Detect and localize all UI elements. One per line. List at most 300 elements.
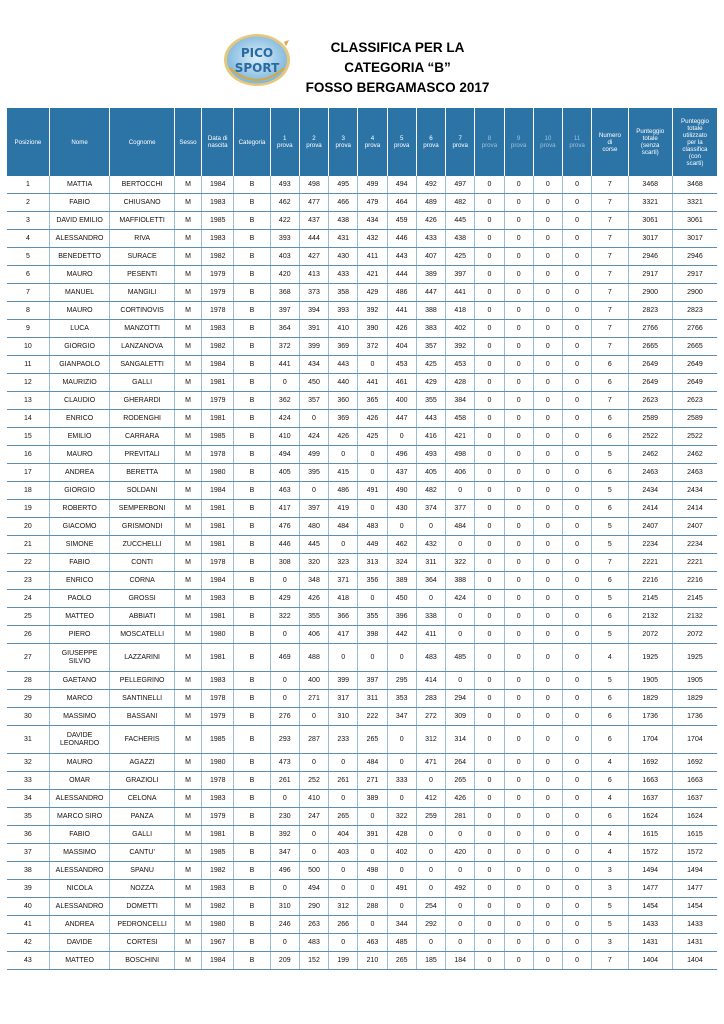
cell-prova-1: 0 bbox=[270, 626, 299, 644]
cell-prova-1: 362 bbox=[270, 392, 299, 410]
cell-punteggio-totale: 2649 bbox=[628, 356, 672, 374]
cell-data-nascita: 1983 bbox=[202, 194, 234, 212]
title-line-1: CLASSIFICA PER LA bbox=[330, 40, 465, 55]
cell-prova-4: 0 bbox=[358, 880, 387, 898]
cell-prova-11: 0 bbox=[563, 826, 592, 844]
cell-prova-11: 0 bbox=[563, 590, 592, 608]
cell-prova-4: 0 bbox=[358, 500, 387, 518]
cell-punteggio-classifica: 3468 bbox=[672, 176, 717, 194]
cell-prova-3: 443 bbox=[329, 356, 358, 374]
table-row bbox=[7, 266, 717, 284]
cell-numero-corse: 5 bbox=[592, 446, 628, 464]
cell-prova-9: 0 bbox=[504, 464, 533, 482]
cell-prova-5: 447 bbox=[387, 410, 416, 428]
header-line: Numero bbox=[598, 131, 621, 139]
cell-prova-1: 417 bbox=[270, 500, 299, 518]
cell-categoria: B bbox=[234, 176, 270, 194]
cell-sesso: M bbox=[174, 726, 201, 754]
cell-nome: MANUEL bbox=[49, 284, 110, 302]
cell-categoria: B bbox=[234, 518, 270, 536]
cell-posizione: 12 bbox=[7, 374, 49, 392]
cell-prova-8: 0 bbox=[475, 302, 504, 320]
header-prova-1 bbox=[270, 108, 299, 176]
cell-categoria: B bbox=[234, 230, 270, 248]
cell-punteggio-totale: 1431 bbox=[628, 934, 672, 952]
cell-prova-10: 0 bbox=[533, 952, 562, 970]
cell-sesso: M bbox=[174, 754, 201, 772]
cell-cognome: SANTINELLI bbox=[110, 690, 175, 708]
cell-prova-3: 404 bbox=[329, 826, 358, 844]
cell-categoria: B bbox=[234, 302, 270, 320]
cell-sesso: M bbox=[174, 284, 201, 302]
cell-prova-10: 0 bbox=[533, 626, 562, 644]
cell-prova-10: 0 bbox=[533, 754, 562, 772]
cell-numero-corse: 4 bbox=[592, 790, 628, 808]
cell-prova-7: 0 bbox=[446, 916, 475, 934]
cell-categoria: B bbox=[234, 898, 270, 916]
cell-punteggio-classifica: 1704 bbox=[672, 726, 717, 754]
cell-prova-8: 0 bbox=[475, 554, 504, 572]
cell-prova-3: 369 bbox=[329, 338, 358, 356]
cell-prova-11: 0 bbox=[563, 626, 592, 644]
cell-prova-5: 333 bbox=[387, 772, 416, 790]
cell-numero-corse: 6 bbox=[592, 428, 628, 446]
cell-prova-9: 0 bbox=[504, 194, 533, 212]
cell-prova-8: 0 bbox=[475, 644, 504, 672]
cell-numero-corse: 6 bbox=[592, 500, 628, 518]
cell-prova-4: 479 bbox=[358, 194, 387, 212]
cell-prova-8: 0 bbox=[475, 862, 504, 880]
cell-prova-4: 434 bbox=[358, 212, 387, 230]
cell-categoria: B bbox=[234, 446, 270, 464]
cell-prova-11: 0 bbox=[563, 338, 592, 356]
cell-numero-corse: 3 bbox=[592, 862, 628, 880]
cell-prova-5: 265 bbox=[387, 952, 416, 970]
cell-prova-4: 499 bbox=[358, 176, 387, 194]
cell-nome: EMILIO bbox=[49, 428, 110, 446]
cell-prova-11: 0 bbox=[563, 808, 592, 826]
cell-prova-2: 477 bbox=[299, 194, 328, 212]
cell-nome: MAURO bbox=[49, 446, 110, 464]
table-row bbox=[7, 356, 717, 374]
cell-punteggio-classifica: 2221 bbox=[672, 554, 717, 572]
cell-prova-1: 405 bbox=[270, 464, 299, 482]
cell-prova-9: 0 bbox=[504, 230, 533, 248]
cell-prova-2: 394 bbox=[299, 302, 328, 320]
cell-prova-11: 0 bbox=[563, 392, 592, 410]
cell-prova-3: 430 bbox=[329, 248, 358, 266]
cell-prova-6: 283 bbox=[416, 690, 445, 708]
cell-prova-10: 0 bbox=[533, 862, 562, 880]
cell-punteggio-totale: 2434 bbox=[628, 482, 672, 500]
cell-prova-4: 356 bbox=[358, 572, 387, 590]
cell-prova-9: 0 bbox=[504, 826, 533, 844]
cell-punteggio-totale: 2823 bbox=[628, 302, 672, 320]
cell-nome: MATTIA bbox=[49, 176, 110, 194]
cell-prova-2: 445 bbox=[299, 536, 328, 554]
cell-prova-1: 469 bbox=[270, 644, 299, 672]
cell-prova-4: 222 bbox=[358, 708, 387, 726]
header-line: prova bbox=[335, 142, 351, 149]
cell-punteggio-classifica: 2823 bbox=[672, 302, 717, 320]
cell-prova-2: 373 bbox=[299, 284, 328, 302]
header-line: 1 bbox=[283, 135, 287, 142]
cell-punteggio-totale: 2946 bbox=[628, 248, 672, 266]
cell-data-nascita: 1983 bbox=[202, 672, 234, 690]
cell-posizione: 18 bbox=[7, 482, 49, 500]
cell-prova-4: 389 bbox=[358, 790, 387, 808]
cell-prova-11: 0 bbox=[563, 536, 592, 554]
cell-prova-10: 0 bbox=[533, 428, 562, 446]
cell-prova-10: 0 bbox=[533, 790, 562, 808]
cell-sesso: M bbox=[174, 428, 201, 446]
cell-prova-1: 209 bbox=[270, 952, 299, 970]
cell-data-nascita: 1980 bbox=[202, 754, 234, 772]
cell-punteggio-classifica: 2946 bbox=[672, 248, 717, 266]
cell-prova-6: 489 bbox=[416, 194, 445, 212]
cell-prova-4: 365 bbox=[358, 392, 387, 410]
cell-prova-9: 0 bbox=[504, 356, 533, 374]
cell-categoria: B bbox=[234, 554, 270, 572]
cell-prova-8: 0 bbox=[475, 572, 504, 590]
cell-nome: MASSIMO bbox=[49, 708, 110, 726]
cell-prova-7: 492 bbox=[446, 880, 475, 898]
cell-numero-corse: 6 bbox=[592, 690, 628, 708]
cell-cognome: PESENTI bbox=[110, 266, 175, 284]
cell-punteggio-classifica: 3321 bbox=[672, 194, 717, 212]
cell-numero-corse: 4 bbox=[592, 644, 628, 672]
cell-prova-3: 0 bbox=[329, 880, 358, 898]
cell-prova-3: 399 bbox=[329, 672, 358, 690]
cell-cognome: RIVA bbox=[110, 230, 175, 248]
cell-prova-5: 450 bbox=[387, 590, 416, 608]
cell-prova-5: 459 bbox=[387, 212, 416, 230]
table-row bbox=[7, 608, 717, 626]
cell-punteggio-totale: 1615 bbox=[628, 826, 672, 844]
cell-data-nascita: 1983 bbox=[202, 790, 234, 808]
cell-posizione: 34 bbox=[7, 790, 49, 808]
cell-prova-1: 424 bbox=[270, 410, 299, 428]
cell-prova-3: 403 bbox=[329, 844, 358, 862]
cell-data-nascita: 1978 bbox=[202, 446, 234, 464]
cell-punteggio-totale: 2132 bbox=[628, 608, 672, 626]
header-posizione bbox=[7, 108, 49, 176]
cell-prova-1: 0 bbox=[270, 790, 299, 808]
cell-prova-5: 443 bbox=[387, 248, 416, 266]
cell-prova-2: 320 bbox=[299, 554, 328, 572]
cell-nome: FABIO bbox=[49, 194, 110, 212]
header-line: prova bbox=[569, 142, 585, 149]
table-row bbox=[7, 690, 717, 708]
cell-cognome: GALLI bbox=[110, 826, 175, 844]
cell-numero-corse: 6 bbox=[592, 772, 628, 790]
cell-sesso: M bbox=[174, 230, 201, 248]
cell-prova-4: 0 bbox=[358, 844, 387, 862]
table-row bbox=[7, 952, 717, 970]
cell-cognome: CORTINOVIS bbox=[110, 302, 175, 320]
cell-prova-4: 372 bbox=[358, 338, 387, 356]
cell-prova-1: 476 bbox=[270, 518, 299, 536]
cell-prova-7: 264 bbox=[446, 754, 475, 772]
cell-prova-8: 0 bbox=[475, 898, 504, 916]
cell-prova-3: 410 bbox=[329, 320, 358, 338]
cell-prova-8: 0 bbox=[475, 266, 504, 284]
header-nome bbox=[49, 108, 110, 176]
cell-prova-9: 0 bbox=[504, 500, 533, 518]
cell-nome: ALESSANDRO bbox=[49, 862, 110, 880]
cell-nome: MAURO bbox=[49, 266, 110, 284]
cell-prova-3: 0 bbox=[329, 790, 358, 808]
cell-punteggio-totale: 2221 bbox=[628, 554, 672, 572]
cell-prova-7: 420 bbox=[446, 844, 475, 862]
cell-cognome: GROSSI bbox=[110, 590, 175, 608]
cell-punteggio-classifica: 1477 bbox=[672, 880, 717, 898]
cell-prova-4: 288 bbox=[358, 898, 387, 916]
cell-categoria: B bbox=[234, 572, 270, 590]
cell-prova-3: 0 bbox=[329, 644, 358, 672]
cell-numero-corse: 5 bbox=[592, 536, 628, 554]
cell-prova-8: 0 bbox=[475, 726, 504, 754]
cell-prova-7: 322 bbox=[446, 554, 475, 572]
title-line-3: FOSSO BERGAMASCO 2017 bbox=[305, 80, 490, 95]
cell-prova-8: 0 bbox=[475, 608, 504, 626]
cell-categoria: B bbox=[234, 482, 270, 500]
cell-prova-6: 0 bbox=[416, 772, 445, 790]
table-row bbox=[7, 572, 717, 590]
title-line-2: CATEGORIA “B” bbox=[344, 60, 451, 75]
cell-sesso: M bbox=[174, 690, 201, 708]
cell-prova-8: 0 bbox=[475, 916, 504, 934]
cell-prova-6: 425 bbox=[416, 356, 445, 374]
cell-categoria: B bbox=[234, 338, 270, 356]
cell-sesso: M bbox=[174, 194, 201, 212]
cell-nome: ALESSANDRO bbox=[49, 898, 110, 916]
cell-prova-9: 0 bbox=[504, 266, 533, 284]
cell-prova-9: 0 bbox=[504, 844, 533, 862]
cell-prova-3: 433 bbox=[329, 266, 358, 284]
cell-prova-6: 414 bbox=[416, 672, 445, 690]
header-line: prova bbox=[277, 142, 293, 149]
cell-categoria: B bbox=[234, 608, 270, 626]
cell-prova-2: 426 bbox=[299, 590, 328, 608]
table-row bbox=[7, 754, 717, 772]
cell-prova-2: 287 bbox=[299, 726, 328, 754]
header-line: 9 bbox=[516, 135, 521, 142]
cell-prova-11: 0 bbox=[563, 212, 592, 230]
cell-prova-4: 0 bbox=[358, 464, 387, 482]
cell-prova-4: 0 bbox=[358, 356, 387, 374]
cell-data-nascita: 1985 bbox=[202, 844, 234, 862]
cell-punteggio-totale: 2463 bbox=[628, 464, 672, 482]
cell-categoria: B bbox=[234, 754, 270, 772]
cell-posizione: 22 bbox=[7, 554, 49, 572]
cell-prova-8: 0 bbox=[475, 690, 504, 708]
cell-categoria: B bbox=[234, 708, 270, 726]
cell-prova-10: 0 bbox=[533, 248, 562, 266]
cell-nome: DAVID EMILIO bbox=[49, 212, 110, 230]
cell-cognome: CELONA bbox=[110, 790, 175, 808]
cell-prova-10: 0 bbox=[533, 500, 562, 518]
cell-punteggio-classifica: 1829 bbox=[672, 690, 717, 708]
cell-prova-5: 344 bbox=[387, 916, 416, 934]
cell-prova-6: 0 bbox=[416, 934, 445, 952]
cell-punteggio-classifica: 2917 bbox=[672, 266, 717, 284]
cell-prova-4: 265 bbox=[358, 726, 387, 754]
cell-punteggio-totale: 2462 bbox=[628, 446, 672, 464]
cell-prova-2: 263 bbox=[299, 916, 328, 934]
cell-prova-10: 0 bbox=[533, 554, 562, 572]
header-line: 3 bbox=[341, 135, 345, 142]
cell-prova-7: 0 bbox=[446, 826, 475, 844]
cell-posizione: 13 bbox=[7, 392, 49, 410]
cell-numero-corse: 4 bbox=[592, 826, 628, 844]
cell-prova-3: 0 bbox=[329, 934, 358, 952]
cell-prova-11: 0 bbox=[563, 230, 592, 248]
cell-posizione: 2 bbox=[7, 194, 49, 212]
cell-prova-7: 397 bbox=[446, 266, 475, 284]
cell-prova-3: 431 bbox=[329, 230, 358, 248]
cell-posizione: 10 bbox=[7, 338, 49, 356]
cell-prova-5: 324 bbox=[387, 554, 416, 572]
cell-prova-6: 412 bbox=[416, 790, 445, 808]
cell-prova-4: 426 bbox=[358, 410, 387, 428]
header-numero-corse bbox=[592, 108, 628, 176]
cell-data-nascita: 1978 bbox=[202, 772, 234, 790]
cell-punteggio-totale: 1572 bbox=[628, 844, 672, 862]
cell-prova-5: 396 bbox=[387, 608, 416, 626]
cell-prova-10: 0 bbox=[533, 320, 562, 338]
cell-prova-1: 462 bbox=[270, 194, 299, 212]
cell-data-nascita: 1979 bbox=[202, 392, 234, 410]
header-prova-7 bbox=[446, 108, 475, 176]
cell-prova-6: 443 bbox=[416, 410, 445, 428]
cell-punteggio-totale: 2216 bbox=[628, 572, 672, 590]
header-line: utilizzato bbox=[682, 131, 707, 139]
header-line: Nome bbox=[71, 138, 88, 146]
table-row bbox=[7, 428, 717, 446]
cell-prova-9: 0 bbox=[504, 934, 533, 952]
cell-sesso: M bbox=[174, 392, 201, 410]
cell-posizione: 35 bbox=[7, 808, 49, 826]
cell-prova-1: 441 bbox=[270, 356, 299, 374]
cell-cognome: BOSCHINI bbox=[110, 952, 175, 970]
cell-posizione: 29 bbox=[7, 690, 49, 708]
cell-sesso: M bbox=[174, 554, 201, 572]
table-row bbox=[7, 410, 717, 428]
cell-punteggio-classifica: 2522 bbox=[672, 428, 717, 446]
cell-prova-2: 252 bbox=[299, 772, 328, 790]
cell-cognome: GHERARDI bbox=[110, 392, 175, 410]
cell-posizione: 23 bbox=[7, 572, 49, 590]
table-row bbox=[7, 194, 717, 212]
cell-prova-2: 0 bbox=[299, 482, 328, 500]
header-cognome bbox=[110, 108, 175, 176]
cell-categoria: B bbox=[234, 428, 270, 446]
cell-categoria: B bbox=[234, 536, 270, 554]
cell-prova-10: 0 bbox=[533, 808, 562, 826]
cell-prova-11: 0 bbox=[563, 428, 592, 446]
cell-prova-4: 421 bbox=[358, 266, 387, 284]
cell-categoria: B bbox=[234, 844, 270, 862]
cell-prova-9: 0 bbox=[504, 690, 533, 708]
cell-cognome: PELLEGRINO bbox=[110, 672, 175, 690]
cell-prova-4: 355 bbox=[358, 608, 387, 626]
cell-nome: NICOLA bbox=[49, 880, 110, 898]
cell-prova-7: 418 bbox=[446, 302, 475, 320]
cell-punteggio-classifica: 1572 bbox=[672, 844, 717, 862]
header-line: Categoria bbox=[238, 138, 266, 146]
table-row bbox=[7, 320, 717, 338]
cell-prova-4: 483 bbox=[358, 518, 387, 536]
header-line: 10 bbox=[544, 135, 552, 142]
cell-prova-3: 369 bbox=[329, 410, 358, 428]
cell-prova-5: 462 bbox=[387, 536, 416, 554]
cell-prova-4: 0 bbox=[358, 916, 387, 934]
cell-prova-1: 293 bbox=[270, 726, 299, 754]
cell-numero-corse: 7 bbox=[592, 212, 628, 230]
cell-punteggio-totale: 1494 bbox=[628, 862, 672, 880]
cell-posizione: 37 bbox=[7, 844, 49, 862]
cell-prova-8: 0 bbox=[475, 230, 504, 248]
cell-prova-8: 0 bbox=[475, 934, 504, 952]
cell-prova-4: 0 bbox=[358, 644, 387, 672]
cell-punteggio-classifica: 2623 bbox=[672, 392, 717, 410]
cell-prova-3: 495 bbox=[329, 176, 358, 194]
cell-prova-7: 458 bbox=[446, 410, 475, 428]
cell-prova-10: 0 bbox=[533, 302, 562, 320]
cell-sesso: M bbox=[174, 302, 201, 320]
cell-posizione: 11 bbox=[7, 356, 49, 374]
cell-prova-2: 499 bbox=[299, 446, 328, 464]
cell-prova-7: 0 bbox=[446, 536, 475, 554]
cell-numero-corse: 5 bbox=[592, 518, 628, 536]
cell-numero-corse: 7 bbox=[592, 194, 628, 212]
cell-nome: PAOLO bbox=[49, 590, 110, 608]
cell-prova-9: 0 bbox=[504, 952, 533, 970]
cell-prova-9: 0 bbox=[504, 338, 533, 356]
cell-prova-2: 0 bbox=[299, 410, 328, 428]
cell-punteggio-classifica: 2900 bbox=[672, 284, 717, 302]
cell-prova-5: 0 bbox=[387, 790, 416, 808]
cell-prova-5: 491 bbox=[387, 880, 416, 898]
cell-prova-8: 0 bbox=[475, 626, 504, 644]
table-row bbox=[7, 284, 717, 302]
cell-sesso: M bbox=[174, 248, 201, 266]
cell-prova-5: 0 bbox=[387, 726, 416, 754]
cell-prova-11: 0 bbox=[563, 916, 592, 934]
cell-prova-1: 0 bbox=[270, 690, 299, 708]
cell-cognome: RODENGHI bbox=[110, 410, 175, 428]
cell-prova-9: 0 bbox=[504, 176, 533, 194]
cell-prova-1: 372 bbox=[270, 338, 299, 356]
cell-numero-corse: 6 bbox=[592, 608, 628, 626]
cell-prova-7: 445 bbox=[446, 212, 475, 230]
cell-data-nascita: 1984 bbox=[202, 572, 234, 590]
header-line: (senza bbox=[640, 142, 660, 149]
cell-prova-11: 0 bbox=[563, 608, 592, 626]
cell-prova-9: 0 bbox=[504, 644, 533, 672]
cell-prova-9: 0 bbox=[504, 410, 533, 428]
cell-prova-10: 0 bbox=[533, 916, 562, 934]
cell-posizione: 17 bbox=[7, 464, 49, 482]
cell-prova-8: 0 bbox=[475, 194, 504, 212]
cell-prova-1: 463 bbox=[270, 482, 299, 500]
cell-prova-11: 0 bbox=[563, 284, 592, 302]
header-prova-3 bbox=[329, 108, 358, 176]
cell-numero-corse: 6 bbox=[592, 572, 628, 590]
cell-prova-6: 426 bbox=[416, 212, 445, 230]
cell-prova-6: 374 bbox=[416, 500, 445, 518]
